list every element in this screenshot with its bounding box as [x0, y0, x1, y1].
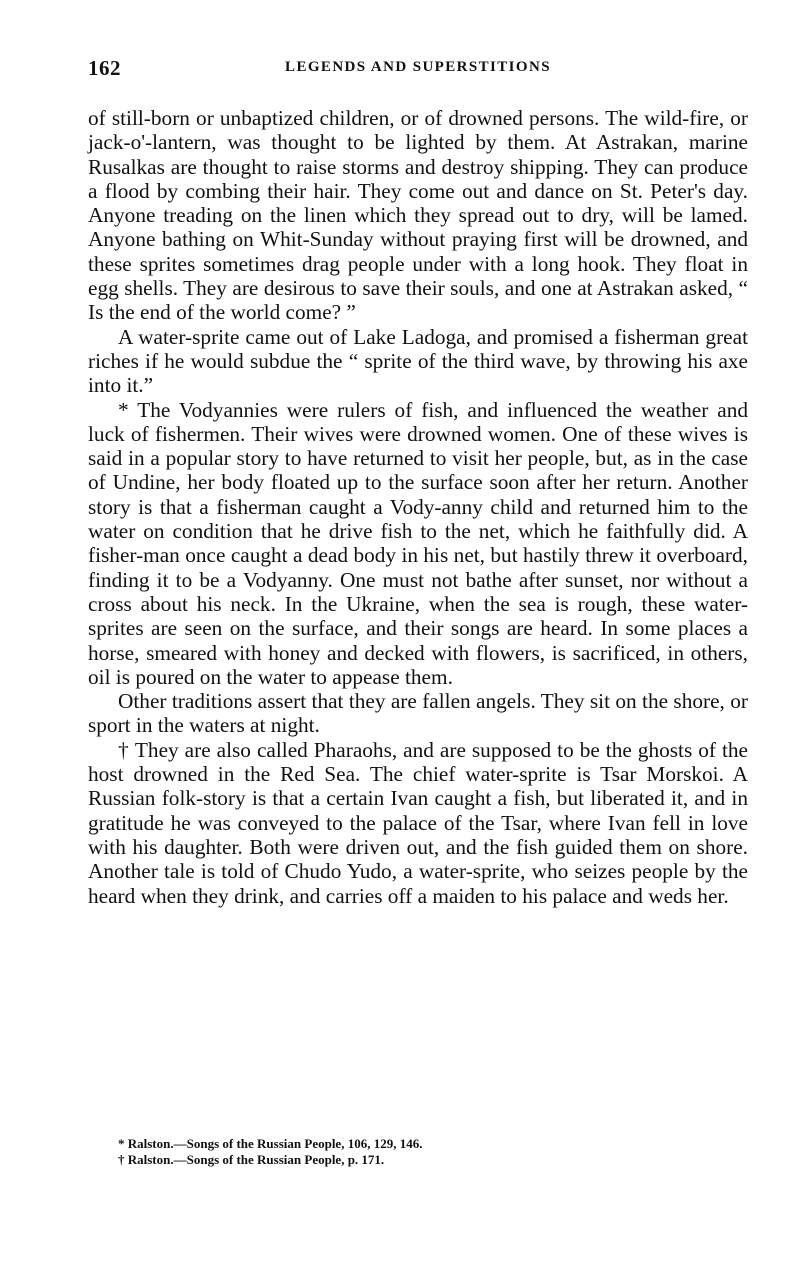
- body-text: [88, 106, 748, 908]
- paragraph-vodyannies: * The Vodyannies were rulers of fish, and influenced the weather and luck of fishermen. Their wives were drowned women. One of these wives is said in a popular story to have returned to visit her people, but, as in the case of Undine, her body floated up to the surface soon after her return. Another story is that a fisherman caught a Vody-anny child and returned him to the water on condition that he drive fish to the net, which he faithfully did. A fisher-man once caught a dead body in his net, but hastily threw it overboard, finding it to be a Vodyanny. One must not bathe after sunset, nor without a cross about his neck. In the Ukraine, when the sea is rough, these water-sprites are seen on the surface, and their songs are heard. In some places a horse, smeared with honey and decked with flowers, is sacrificed, in others, oil is poured on the water to appease them.: [88, 397, 748, 689]
- running-head: LEGENDS AND SUPERSTITIONS: [285, 59, 551, 75]
- page-header: [88, 56, 748, 82]
- footnotes: [118, 1136, 718, 1168]
- paragraph-lake-ladoga: A water-sprite came out of Lake Ladoga, and promised a fisherman great riches if he would subdue the “ sprite of the third wave, by throwing his axe into it.”: [88, 324, 748, 398]
- paragraph-pharaohs: † They are also called Pharaohs, and are supposed to be the ghosts of the host drowned in the Red Sea. The chief water-sprite is Tsar Morskoi. A Russian folk-story is that a certain Ivan caught a fish, but liberated it, and in gratitude he was conveyed to the palace of the Tsar, where Ivan fell in love with his daughter. Both were driven out, and the fish guided them on shore. Another tale is told of Chudo Yudo, a water-sprite, who seizes people by the heard when they drink, and carries off a maiden to his palace and weds her.: [88, 737, 748, 908]
- paragraph-fallen-angels: Other traditions assert that they are fallen angels. They sit on the shore, or sport in the waters at night.: [88, 689, 748, 738]
- page-number: 162: [88, 56, 121, 80]
- footnote-2: † Ralston.—Songs of the Russian People, p. 171.: [118, 1152, 385, 1167]
- footnote-1: * Ralston.—Songs of the Russian People, 106, 129, 146.: [118, 1136, 423, 1151]
- paragraph-continued: of still-born or unbaptized children, or of drowned persons. The wild-fire, or jack-o'-lantern, was thought to be lighted by them. At Astrakan, marine Rusalkas are thought to raise storms and destroy shipping. They can produce a flood by combing their hair. They come out and dance on St. Peter's day. Anyone treading on the linen which they spread out to dry, will be lamed. Anyone bathing on Whit-Sunday without praying first will be drowned, and these sprites sometimes drag people under with a long hook. They float in egg shells. They are desirous to save their souls, and one at Astrakan asked, “ Is the end of the world come? ”: [88, 106, 748, 325]
